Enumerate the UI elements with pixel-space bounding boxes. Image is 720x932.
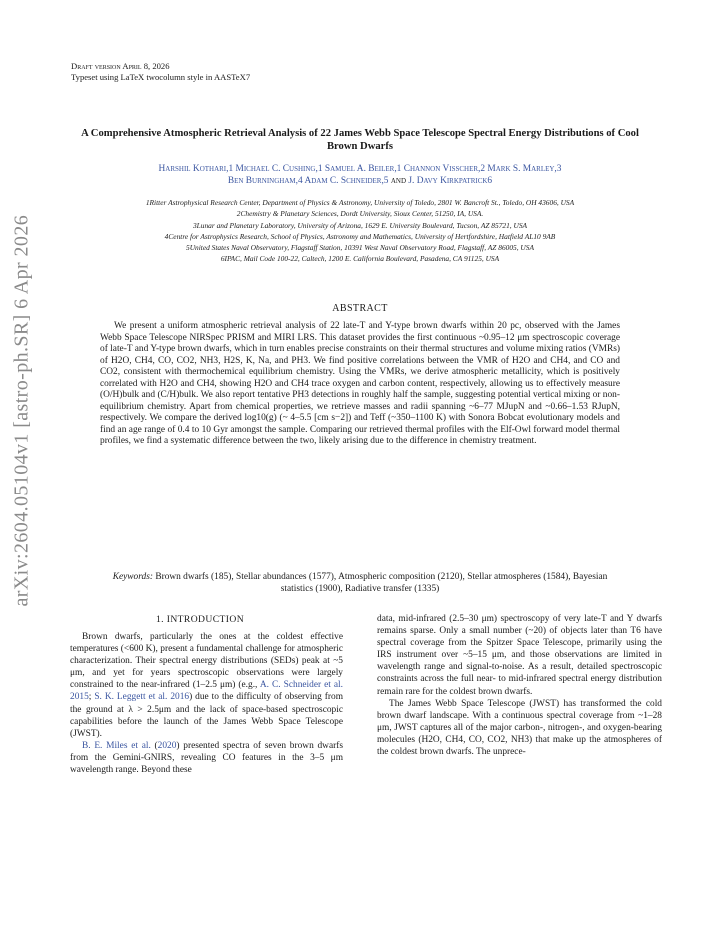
paper-title: A Comprehensive Atmospheric Retrieval Analysis of 22 James Webb Space Telescope Spectral Energy Distributions of Cool Brown Dwarfs — [81, 128, 639, 152]
draft-line: Draft version April 8, 2026 — [71, 61, 170, 71]
intro-paragraph-1: Brown dwarfs, particularly the ones at the coldest effective temperatures (<600 K), present a fundamental challenge for atmospheric characterization. Their spectral energy distributions (SEDs) peak at ~5 μm, and yet for years spectroscopic observations were largely constrained to the near-infrared (1–2.5 μm) (e.g., A. C. Schneider et al. 2015; S. K. Leggett et al. 2016) due to the difficulty of observing from the ground at λ > 2.5μm and the lack of space-based spectroscopic capabilities before the launch of the James Webb Space Telescope (JWST). — [70, 632, 344, 739]
authors-line-1: Harshil Kothari,1 Michael C. Cushing,1 Samuel A. Beiler,1 Channon Visscher,2 Mark S. Marley,3 — [158, 164, 562, 174]
typeset-line: Typeset using LaTeX twocolumn style in AASTeX7 — [71, 71, 251, 82]
section-heading: 1. INTRODUCTION — [155, 614, 245, 625]
affiliation-list — [62, 197, 658, 265]
keywords — [100, 571, 620, 595]
authors-and: and — [390, 176, 407, 186]
abstract-text: We present a uniform atmospheric retrieval analysis of 22 late-T and Y-type brown dwarfs within 20 pc, observed with the James Webb Space Telescope NIRSpec PRISM and MIRI LRS. This dataset provides the first continuous ~0.95–12 μm spectroscopic coverage of late-T and Y-type brown dwarfs, which in turn enables precise constraints on their thermal structures and volume mixing ratios (VMRs) of H2O, CH4, CO, CO2, NH3, H2S, K, Na, and PH3. We find positive correlations between the VMR of H2O and CH4, and CO and CO2, consistent with thermochemical equilibrium chemistry. Using the VMRs, we derive atmospheric metallicity, which is positively correlated with H2O and CH4, showing H2O and CH4 trace oxygen and carbon content, respectively, allowing us to effectively measure (O/H)bulk and (C/H)bulk. We also report tentative PH3 detections in roughly half the sample, suggesting potential vertical mixing or non-equilibrium chemistry. Apart from chemical properties, we retrieve masses and radii spanning ~6–77 MJupN and ~0.66–1.53 RJupN, respectively. We compare the derived log10(g) (~ 4–5.5 [cm s−2]) and Teff (~350–1100 K) with Sonora Bobcat evolutionary models and find an age range of 0.4 to 10 Gyr amongst the sample. Comparing our retrieved thermal profiles with the Elf-Owl forward model thermal profiles, we find a systematic difference between the two, likely arising due to the difference in chemistry treatment. — [100, 321, 620, 447]
authors-line-2-a: Ben Burningham,4 Adam C. Schneider,5 — [227, 176, 389, 186]
abstract-heading: ABSTRACT — [332, 303, 388, 314]
intro-paragraph-2: B. E. Miles et al. (2020) presented spectra of seven brown dwarfs from the Gemini-GNIRS, revealing CO features in the 3–5 μm wavelength range. Beyond these — [70, 740, 344, 776]
affiliation-1: 1Ritter Astrophysical Research Center, Department of Physics & Astronomy, University of Toledo, 2801 W. Bancroft St., Toledo, OH 43606, USA — [145, 198, 575, 207]
affiliation-3: 3Lunar and Planetary Laboratory, University of Arizona, 1629 E. University Boulevard, Tucson, AZ 85721, USA — [192, 220, 528, 230]
keywords-label: Keywords: — [112, 572, 153, 582]
affiliation-2: 2Chemistry & Planetary Sciences, Dordt University, Sioux Center, 51250, IA, USA. — [236, 209, 484, 219]
citation-miles[interactable]: B. E. Miles et al. — [82, 740, 151, 751]
right-column — [377, 613, 662, 758]
affiliation-6: 6IPAC, Mail Code 100-22, Caltech, 1200 E. California Boulevard, Pasadena, CA 91125, USA — [220, 254, 500, 264]
left-column — [70, 631, 343, 776]
keywords-list: Brown dwarfs (185), Stellar abundances (1577), Atmospheric composition (2120), Stellar atmospheres (1584), Bayesian statistics (1900), Radiative transfer (1335) — [155, 572, 608, 594]
intro-paragraph-3: data, mid-infrared (2.5–30 μm) spectroscopy of very late-T and Y dwarfs remains sparse. Only a small number (~20) of objects later than T6 have spectral coverage from the Spitzer Space Telescope, primarily using the IRS instrument over ~5–15 μm, and those observations are limited in wavelength range and signal-to-noise. As a result, detailed spectroscopic constraints across the full near- to mid-infrared spectral energy distribution remain rare for the coldest brown dwarfs. — [377, 614, 662, 697]
citation-schneider[interactable]: A. C. Schneider et al. 2015 — [70, 680, 344, 703]
arxiv-identifier: arXiv:2604.05104v1 [astro-ph.SR] 6 Apr 2026 — [10, 214, 33, 607]
authors-line-2-b: J. Davy Kirkpatrick6 — [408, 176, 493, 186]
affiliation-4: 4Centre for Astrophysics Research, School of Physics, Astronomy and Mathematics, University of Hertfordshire, Hatfield AL10 9AB — [164, 231, 556, 241]
intro-paragraph-4: The James Webb Space Telescope (JWST) has transformed the cold brown dwarf landscape. With a continuous spectral coverage from ~1–28 μm, JWST captures all of the major carbon-, nitrogen-, and oxygen-bearing molecules (H2O, CH4, CO, CO2, NH3) that make up the atmospheres of the coldest brown dwarfs. The unprece- — [377, 698, 662, 758]
citation-leggett[interactable]: S. K. Leggett et al. 2016 — [94, 692, 190, 703]
authors-line-2 — [70, 175, 650, 187]
header-info — [71, 61, 250, 82]
author-list — [70, 163, 650, 187]
affiliation-5: 5United States Naval Observatory, Flagstaff Station, 10391 West Naval Observatory Road, Flagstaff, AZ 86005, USA — [186, 243, 534, 253]
citation-miles-year[interactable]: 2020 — [157, 740, 177, 751]
